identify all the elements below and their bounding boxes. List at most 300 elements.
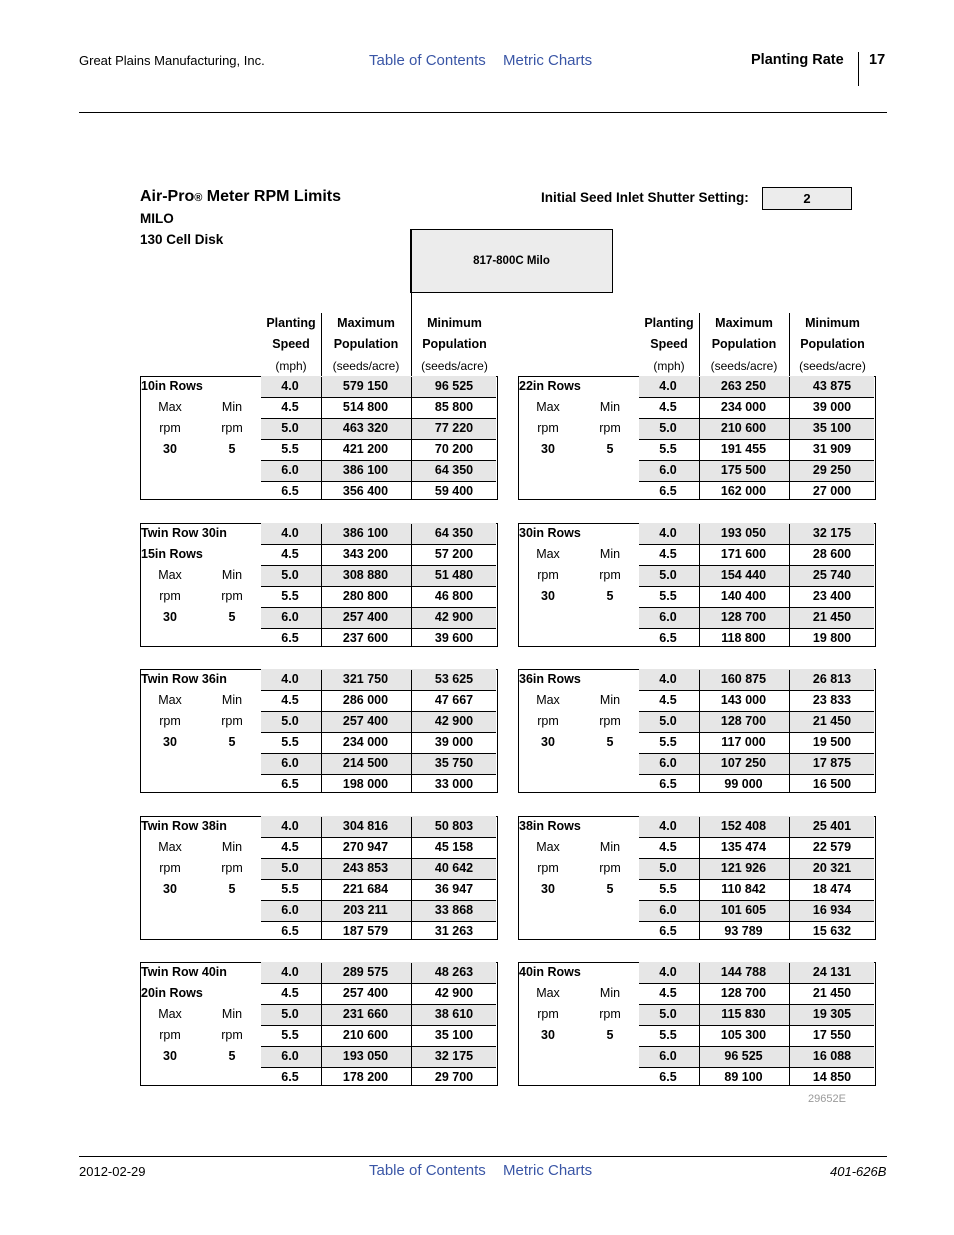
max-population-cell: 270 947 bbox=[342, 840, 389, 854]
rpm-header-min: Min bbox=[221, 400, 243, 414]
speed-cell: 4.0 bbox=[659, 965, 677, 979]
rpm-header-min: Min bbox=[221, 1007, 243, 1021]
rpm-value-max: 30 bbox=[541, 882, 555, 896]
min-population-cell: 15 632 bbox=[812, 924, 852, 938]
rpm-value-max: 30 bbox=[163, 442, 177, 456]
rpm-table-block bbox=[518, 669, 876, 793]
speed-cell: 4.0 bbox=[281, 526, 299, 540]
speed-cell: 4.5 bbox=[281, 693, 299, 707]
min-population-cell: 64 350 bbox=[434, 463, 474, 477]
rpm-unit-max: rpm bbox=[159, 589, 181, 603]
speed-cell: 6.0 bbox=[659, 1049, 677, 1063]
speed-cell: 4.5 bbox=[659, 400, 677, 414]
min-population-cell: 35 100 bbox=[434, 1028, 474, 1042]
rpm-header-max: Max bbox=[158, 840, 182, 854]
rpm-unit-max: rpm bbox=[159, 861, 181, 875]
speed-cell: 4.0 bbox=[659, 379, 677, 393]
min-population-cell: 45 158 bbox=[434, 840, 474, 854]
rpm-header-min: Min bbox=[221, 840, 243, 854]
rpm-table-block bbox=[518, 523, 876, 647]
speed-cell: 6.0 bbox=[659, 610, 677, 624]
max-population-cell: 107 250 bbox=[720, 756, 767, 770]
rpm-unit-min: rpm bbox=[599, 861, 621, 875]
speed-cell: 4.5 bbox=[281, 986, 299, 1000]
min-population-cell: 21 450 bbox=[812, 610, 852, 624]
speed-cell: 4.0 bbox=[659, 672, 677, 686]
speed-cell: 4.0 bbox=[659, 819, 677, 833]
min-population-cell: 40 642 bbox=[434, 861, 474, 875]
row-spacing-label: Twin Row 38in bbox=[141, 819, 227, 833]
rpm-table-block bbox=[140, 962, 498, 1086]
max-population-cell: 308 880 bbox=[342, 568, 389, 582]
max-population-cell: 421 200 bbox=[342, 442, 389, 456]
rpm-header-min: Min bbox=[599, 400, 621, 414]
row-spacing-label: 10in Rows bbox=[141, 379, 203, 393]
rpm-value-min: 5 bbox=[606, 589, 614, 603]
rpm-value-min: 5 bbox=[606, 442, 614, 456]
max-population-cell: 221 684 bbox=[342, 882, 389, 896]
min-population-cell: 22 579 bbox=[812, 840, 852, 854]
max-population-cell: 144 788 bbox=[720, 965, 767, 979]
speed-cell: 5.5 bbox=[659, 1028, 677, 1042]
speed-cell: 6.5 bbox=[659, 484, 677, 498]
rpm-value-max: 30 bbox=[541, 442, 555, 456]
max-population-cell: 231 660 bbox=[342, 1007, 389, 1021]
min-population-cell: 25 740 bbox=[812, 568, 852, 582]
max-population-cell: 171 600 bbox=[720, 547, 767, 561]
min-population-cell: 43 875 bbox=[812, 379, 852, 393]
speed-cell: 5.0 bbox=[281, 421, 299, 435]
header-column-divider bbox=[321, 313, 322, 376]
rpm-header-min: Min bbox=[599, 693, 621, 707]
rpm-unit-max: rpm bbox=[537, 714, 559, 728]
row-spacing-label: 20in Rows bbox=[141, 986, 203, 1000]
min-population-cell: 31 263 bbox=[434, 924, 474, 938]
rpm-header-max: Max bbox=[158, 1007, 182, 1021]
max-population-cell: 234 000 bbox=[342, 735, 389, 749]
min-population-cell: 23 400 bbox=[812, 589, 852, 603]
max-population-cell: 257 400 bbox=[342, 714, 389, 728]
footer-rule bbox=[79, 1156, 887, 1157]
column-header-max-line1: Maximum bbox=[337, 316, 395, 330]
min-population-cell: 36 947 bbox=[434, 882, 474, 896]
speed-cell: 6.0 bbox=[659, 756, 677, 770]
speed-cell: 6.5 bbox=[659, 1070, 677, 1084]
header-column-divider bbox=[411, 229, 412, 376]
max-population-cell: 304 816 bbox=[342, 819, 389, 833]
column-header-speed-line2: Speed bbox=[650, 337, 688, 351]
speed-cell: 5.5 bbox=[281, 1028, 299, 1042]
max-population-cell: 128 700 bbox=[720, 986, 767, 1000]
min-population-cell: 19 305 bbox=[812, 1007, 852, 1021]
min-population-cell: 35 750 bbox=[434, 756, 474, 770]
min-population-cell: 59 400 bbox=[434, 484, 474, 498]
speed-cell: 4.5 bbox=[281, 547, 299, 561]
speed-cell: 6.5 bbox=[281, 1070, 299, 1084]
row-spacing-label: Twin Row 30in bbox=[141, 526, 227, 540]
speed-cell: 6.5 bbox=[659, 631, 677, 645]
max-population-cell: 214 500 bbox=[342, 756, 389, 770]
min-population-cell: 33 000 bbox=[434, 777, 474, 791]
min-population-cell: 14 850 bbox=[812, 1070, 852, 1084]
min-population-cell: 96 525 bbox=[434, 379, 474, 393]
row-spacing-label: 38in Rows bbox=[519, 819, 581, 833]
min-population-cell: 17 550 bbox=[812, 1028, 852, 1042]
speed-cell: 6.0 bbox=[281, 463, 299, 477]
company-name: Great Plains Manufacturing, Inc. bbox=[79, 53, 265, 68]
rpm-unit-min: rpm bbox=[221, 1028, 243, 1042]
section-title: Planting Rate bbox=[751, 52, 844, 68]
column-header-min-line3: (seeds/acre) bbox=[421, 359, 488, 373]
max-population-cell: 263 250 bbox=[720, 379, 767, 393]
min-population-cell: 39 600 bbox=[434, 631, 474, 645]
max-population-cell: 89 100 bbox=[724, 1070, 763, 1084]
footer-table-of-contents-link[interactable]: Table of Contents bbox=[369, 1162, 486, 1179]
speed-cell: 5.5 bbox=[281, 735, 299, 749]
speed-cell: 5.0 bbox=[281, 861, 299, 875]
max-population-cell: 386 100 bbox=[342, 463, 389, 477]
max-population-cell: 289 575 bbox=[342, 965, 389, 979]
rpm-value-max: 30 bbox=[163, 1049, 177, 1063]
column-header-speed-line2: Speed bbox=[272, 337, 310, 351]
max-population-cell: 191 455 bbox=[720, 442, 767, 456]
min-population-cell: 53 625 bbox=[434, 672, 474, 686]
rpm-table-block bbox=[140, 816, 498, 940]
max-population-cell: 128 700 bbox=[720, 610, 767, 624]
rpm-unit-min: rpm bbox=[599, 714, 621, 728]
rpm-unit-min: rpm bbox=[221, 861, 243, 875]
model-label: 817-800C Milo bbox=[410, 229, 613, 293]
column-header-max-line2: Population bbox=[333, 337, 399, 351]
disk-type: 130 Cell Disk bbox=[140, 232, 224, 247]
min-population-cell: 42 900 bbox=[434, 610, 474, 624]
speed-cell: 5.0 bbox=[659, 1007, 677, 1021]
speed-cell: 5.5 bbox=[659, 589, 677, 603]
row-spacing-label: 30in Rows bbox=[519, 526, 581, 540]
max-population-cell: 343 200 bbox=[342, 547, 389, 561]
min-population-cell: 32 175 bbox=[812, 526, 852, 540]
max-population-cell: 99 000 bbox=[724, 777, 763, 791]
speed-cell: 6.0 bbox=[281, 610, 299, 624]
rpm-header-min: Min bbox=[599, 547, 621, 561]
min-population-cell: 33 868 bbox=[434, 903, 474, 917]
speed-cell: 4.0 bbox=[281, 379, 299, 393]
rpm-table-block bbox=[518, 816, 876, 940]
speed-cell: 4.5 bbox=[659, 840, 677, 854]
max-population-cell: 96 525 bbox=[724, 1049, 763, 1063]
speed-cell: 5.5 bbox=[281, 589, 299, 603]
speed-cell: 6.0 bbox=[659, 903, 677, 917]
min-population-cell: 26 813 bbox=[812, 672, 852, 686]
min-population-cell: 16 500 bbox=[812, 777, 852, 791]
row-spacing-label: Twin Row 40in bbox=[141, 965, 227, 979]
max-population-cell: 463 320 bbox=[342, 421, 389, 435]
max-population-cell: 118 800 bbox=[721, 631, 766, 645]
min-population-cell: 38 610 bbox=[434, 1007, 474, 1021]
max-population-cell: 280 800 bbox=[342, 589, 389, 603]
row-spacing-label: 22in Rows bbox=[519, 379, 581, 393]
max-population-cell: 234 000 bbox=[720, 400, 767, 414]
max-population-cell: 115 830 bbox=[721, 1007, 766, 1021]
speed-cell: 5.5 bbox=[659, 735, 677, 749]
speed-cell: 4.0 bbox=[659, 526, 677, 540]
rpm-value-max: 30 bbox=[541, 589, 555, 603]
rpm-value-max: 30 bbox=[541, 1028, 555, 1042]
rpm-value-min: 5 bbox=[606, 882, 614, 896]
min-population-cell: 35 100 bbox=[812, 421, 852, 435]
rpm-value-min: 5 bbox=[228, 735, 236, 749]
max-population-cell: 175 500 bbox=[720, 463, 767, 477]
max-population-cell: 210 600 bbox=[342, 1028, 389, 1042]
rpm-value-min: 5 bbox=[228, 882, 236, 896]
rpm-value-max: 30 bbox=[541, 735, 555, 749]
min-population-cell: 18 474 bbox=[812, 882, 852, 896]
rpm-unit-min: rpm bbox=[599, 1007, 621, 1021]
max-population-cell: 140 400 bbox=[720, 589, 767, 603]
row-spacing-label: 40in Rows bbox=[519, 965, 581, 979]
rpm-value-min: 5 bbox=[606, 735, 614, 749]
min-population-cell: 31 909 bbox=[812, 442, 852, 456]
header-column-divider bbox=[699, 313, 700, 376]
footer-metric-charts-link[interactable]: Metric Charts bbox=[503, 1162, 593, 1179]
min-population-cell: 29 250 bbox=[812, 463, 852, 477]
min-population-cell: 29 700 bbox=[434, 1070, 474, 1084]
speed-cell: 5.5 bbox=[659, 882, 677, 896]
speed-cell: 5.0 bbox=[659, 568, 677, 582]
speed-cell: 4.0 bbox=[281, 672, 299, 686]
rpm-unit-max: rpm bbox=[159, 421, 181, 435]
column-header-max-line3: (seeds/acre) bbox=[710, 359, 778, 373]
max-population-cell: 257 400 bbox=[342, 610, 389, 624]
figure-id: 29652E bbox=[808, 1093, 846, 1105]
min-population-cell: 70 200 bbox=[434, 442, 474, 456]
shutter-setting-value: 2 bbox=[762, 187, 852, 210]
speed-cell: 5.0 bbox=[659, 421, 677, 435]
rpm-unit-max: rpm bbox=[537, 421, 559, 435]
min-population-cell: 19 500 bbox=[812, 735, 852, 749]
max-population-cell: 210 600 bbox=[720, 421, 767, 435]
rpm-value-min: 5 bbox=[228, 610, 236, 624]
header-divider bbox=[858, 52, 859, 86]
speed-cell: 5.0 bbox=[281, 714, 299, 728]
max-population-cell: 117 000 bbox=[721, 735, 766, 749]
max-population-cell: 160 875 bbox=[720, 672, 767, 686]
speed-cell: 5.0 bbox=[281, 568, 299, 582]
max-population-cell: 321 750 bbox=[342, 672, 389, 686]
speed-cell: 5.0 bbox=[281, 1007, 299, 1021]
speed-cell: 5.5 bbox=[281, 442, 299, 456]
page-number: 17 bbox=[869, 52, 886, 68]
max-population-cell: 135 474 bbox=[720, 840, 767, 854]
rpm-value-min: 5 bbox=[606, 1028, 614, 1042]
rpm-header-max: Max bbox=[536, 693, 560, 707]
speed-cell: 6.5 bbox=[659, 777, 677, 791]
min-population-cell: 85 800 bbox=[434, 400, 474, 414]
speed-cell: 6.5 bbox=[281, 924, 299, 938]
rpm-unit-min: rpm bbox=[599, 421, 621, 435]
rpm-unit-max: rpm bbox=[159, 1028, 181, 1042]
rpm-header-max: Max bbox=[536, 840, 560, 854]
max-population-cell: 356 400 bbox=[342, 484, 389, 498]
rpm-header-max: Max bbox=[158, 400, 182, 414]
header-column-divider bbox=[789, 313, 790, 376]
rpm-unit-min: rpm bbox=[599, 568, 621, 582]
rpm-value-min: 5 bbox=[228, 442, 236, 456]
max-population-cell: 110 842 bbox=[721, 882, 766, 896]
min-population-cell: 42 900 bbox=[434, 986, 474, 1000]
min-population-cell: 23 833 bbox=[812, 693, 852, 707]
max-population-cell: 203 211 bbox=[343, 903, 388, 917]
table-of-contents-link[interactable]: Table of Contents bbox=[369, 52, 486, 69]
header-rule bbox=[79, 112, 887, 113]
rpm-header-max: Max bbox=[536, 547, 560, 561]
rpm-header-max: Max bbox=[158, 568, 182, 582]
min-population-cell: 21 450 bbox=[812, 714, 852, 728]
min-population-cell: 28 600 bbox=[812, 547, 852, 561]
max-population-cell: 243 853 bbox=[342, 861, 389, 875]
min-population-cell: 50 803 bbox=[434, 819, 474, 833]
page-title: Air-Pro® Meter RPM Limits bbox=[140, 188, 342, 205]
column-header-max-line1: Maximum bbox=[715, 316, 773, 330]
max-population-cell: 101 605 bbox=[720, 903, 767, 917]
speed-cell: 6.5 bbox=[659, 924, 677, 938]
max-population-cell: 514 800 bbox=[342, 400, 389, 414]
min-population-cell: 24 131 bbox=[812, 965, 852, 979]
max-population-cell: 162 000 bbox=[720, 484, 767, 498]
rpm-unit-max: rpm bbox=[537, 1007, 559, 1021]
crop-name: MILO bbox=[140, 211, 174, 226]
max-population-cell: 579 150 bbox=[342, 379, 389, 393]
max-population-cell: 105 300 bbox=[720, 1028, 767, 1042]
column-header-speed-line3: (mph) bbox=[653, 359, 685, 373]
rpm-table-block bbox=[140, 523, 498, 647]
document-number: 401-626B bbox=[830, 1164, 887, 1179]
rpm-unit-min: rpm bbox=[221, 714, 243, 728]
speed-cell: 4.5 bbox=[281, 400, 299, 414]
min-population-cell: 46 800 bbox=[434, 589, 474, 603]
column-header-min-line1: Minimum bbox=[805, 316, 860, 330]
min-population-cell: 19 800 bbox=[812, 631, 852, 645]
rpm-header-min: Min bbox=[221, 693, 243, 707]
rpm-unit-min: rpm bbox=[221, 589, 243, 603]
speed-cell: 4.0 bbox=[281, 965, 299, 979]
speed-cell: 4.5 bbox=[659, 693, 677, 707]
min-population-cell: 20 321 bbox=[812, 861, 852, 875]
max-population-cell: 187 579 bbox=[342, 924, 389, 938]
column-header-min-line2: Population bbox=[422, 337, 487, 351]
min-population-cell: 39 000 bbox=[434, 735, 474, 749]
speed-cell: 6.0 bbox=[659, 463, 677, 477]
speed-cell: 6.5 bbox=[281, 631, 299, 645]
rpm-header-max: Max bbox=[536, 400, 560, 414]
rpm-header-min: Min bbox=[599, 986, 621, 1000]
max-population-cell: 193 050 bbox=[720, 526, 767, 540]
row-spacing-label: 36in Rows bbox=[519, 672, 581, 686]
column-header-speed-line3: (mph) bbox=[275, 359, 307, 373]
speed-cell: 5.0 bbox=[659, 861, 677, 875]
min-population-cell: 25 401 bbox=[812, 819, 852, 833]
max-population-cell: 198 000 bbox=[342, 777, 389, 791]
speed-cell: 5.5 bbox=[281, 882, 299, 896]
min-population-cell: 48 263 bbox=[434, 965, 474, 979]
column-header-speed-line1: Planting bbox=[644, 316, 694, 330]
min-population-cell: 77 220 bbox=[434, 421, 474, 435]
min-population-cell: 39 000 bbox=[812, 400, 852, 414]
min-population-cell: 32 175 bbox=[434, 1049, 474, 1063]
rpm-table-block bbox=[140, 669, 498, 793]
speed-cell: 6.0 bbox=[281, 756, 299, 770]
min-population-cell: 16 088 bbox=[812, 1049, 852, 1063]
min-population-cell: 57 200 bbox=[434, 547, 474, 561]
min-population-cell: 16 934 bbox=[812, 903, 852, 917]
rpm-unit-max: rpm bbox=[159, 714, 181, 728]
rpm-unit-max: rpm bbox=[537, 861, 559, 875]
rpm-table-block bbox=[518, 962, 876, 1086]
rpm-header-max: Max bbox=[536, 986, 560, 1000]
min-population-cell: 17 875 bbox=[812, 756, 852, 770]
max-population-cell: 128 700 bbox=[720, 714, 767, 728]
rpm-table-block bbox=[518, 376, 876, 500]
speed-cell: 6.0 bbox=[281, 903, 299, 917]
row-spacing-label: 15in Rows bbox=[141, 547, 203, 561]
speed-cell: 6.5 bbox=[281, 777, 299, 791]
min-population-cell: 42 900 bbox=[434, 714, 474, 728]
max-population-cell: 237 600 bbox=[342, 631, 389, 645]
row-spacing-label: Twin Row 36in bbox=[141, 672, 227, 686]
speed-cell: 4.5 bbox=[281, 840, 299, 854]
max-population-cell: 178 200 bbox=[342, 1070, 389, 1084]
column-header-min-line3: (seeds/acre) bbox=[799, 359, 866, 373]
column-header-speed-line1: Planting bbox=[266, 316, 316, 330]
rpm-header-min: Min bbox=[599, 840, 621, 854]
max-population-cell: 286 000 bbox=[342, 693, 389, 707]
rpm-value-max: 30 bbox=[163, 610, 177, 624]
max-population-cell: 143 000 bbox=[720, 693, 767, 707]
min-population-cell: 21 450 bbox=[812, 986, 852, 1000]
rpm-value-max: 30 bbox=[163, 735, 177, 749]
max-population-cell: 154 440 bbox=[720, 568, 767, 582]
max-population-cell: 152 408 bbox=[720, 819, 767, 833]
min-population-cell: 51 480 bbox=[434, 568, 474, 582]
speed-cell: 6.5 bbox=[281, 484, 299, 498]
metric-charts-link[interactable]: Metric Charts bbox=[503, 52, 593, 69]
column-header-min-line1: Minimum bbox=[427, 316, 482, 330]
rpm-value-min: 5 bbox=[228, 1049, 236, 1063]
rpm-unit-max: rpm bbox=[537, 568, 559, 582]
rpm-unit-min: rpm bbox=[221, 421, 243, 435]
max-population-cell: 257 400 bbox=[342, 986, 389, 1000]
max-population-cell: 121 926 bbox=[720, 861, 767, 875]
rpm-header-min: Min bbox=[221, 568, 243, 582]
column-header-max-line3: (seeds/acre) bbox=[332, 359, 400, 373]
footer-date: 2012-02-29 bbox=[79, 1164, 146, 1179]
speed-cell: 6.0 bbox=[281, 1049, 299, 1063]
speed-cell: 4.5 bbox=[659, 986, 677, 1000]
max-population-cell: 386 100 bbox=[342, 526, 389, 540]
rpm-header-max: Max bbox=[158, 693, 182, 707]
column-header-max-line2: Population bbox=[711, 337, 777, 351]
speed-cell: 5.0 bbox=[659, 714, 677, 728]
shutter-setting-label: Initial Seed Inlet Shutter Setting: bbox=[541, 190, 749, 205]
speed-cell: 4.0 bbox=[281, 819, 299, 833]
min-population-cell: 27 000 bbox=[812, 484, 852, 498]
speed-cell: 4.5 bbox=[659, 547, 677, 561]
max-population-cell: 93 789 bbox=[724, 924, 763, 938]
max-population-cell: 193 050 bbox=[342, 1049, 389, 1063]
column-header-min-line2: Population bbox=[800, 337, 865, 351]
rpm-table-block bbox=[140, 376, 498, 500]
min-population-cell: 47 667 bbox=[434, 693, 474, 707]
